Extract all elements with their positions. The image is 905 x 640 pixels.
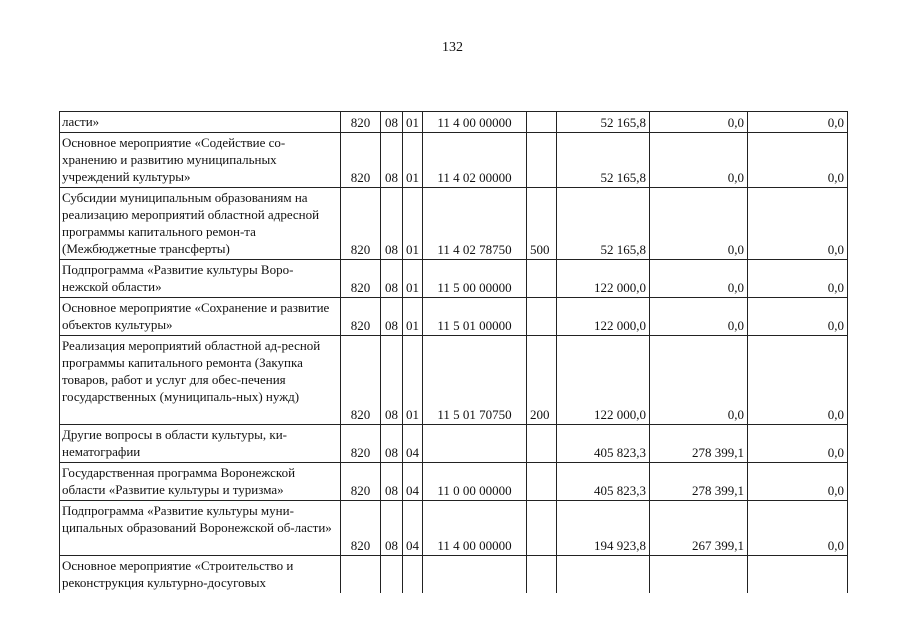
amount-cell-1: 52 165,8	[557, 133, 650, 188]
budget-table	[59, 111, 848, 593]
amount-cell-1: 122 000,0	[557, 260, 650, 298]
amount-cell-3: 0,0	[748, 133, 848, 188]
amount-cell-2	[650, 556, 748, 593]
amount-cell-3: 0,0	[748, 298, 848, 336]
amount-cell-1: 52 165,8	[557, 112, 650, 133]
amount-cell-1: 122 000,0	[557, 298, 650, 336]
table-row	[60, 260, 848, 298]
amount-cell-3	[748, 556, 848, 593]
ministry-code-cell: 820	[341, 112, 381, 133]
expense-type-cell: 200	[527, 336, 557, 425]
section-code-cell: 08	[381, 188, 403, 260]
subsection-code-cell: 01	[403, 133, 423, 188]
ministry-code-cell: 820	[341, 298, 381, 336]
table-row	[60, 188, 848, 260]
budget-table-body	[60, 112, 848, 593]
item-name-cell: Основное мероприятие «Содействие со-хранению и развитию муниципальных учреждений культуры»	[60, 133, 341, 188]
ministry-code-cell: 820	[341, 463, 381, 501]
table-row	[60, 112, 848, 133]
expense-type-cell	[527, 501, 557, 556]
subsection-code-cell: 04	[403, 501, 423, 556]
expense-type-cell: 500	[527, 188, 557, 260]
target-article-cell: 11 4 02 00000	[423, 133, 527, 188]
amount-cell-3: 0,0	[748, 501, 848, 556]
amount-cell-1: 52 165,8	[557, 188, 650, 260]
amount-cell-2: 0,0	[650, 298, 748, 336]
expense-type-cell	[527, 260, 557, 298]
amount-cell-2: 0,0	[650, 260, 748, 298]
subsection-code-cell: 01	[403, 298, 423, 336]
subsection-code-cell: 01	[403, 188, 423, 260]
ministry-code-cell: 820	[341, 336, 381, 425]
section-code-cell	[381, 556, 403, 593]
target-article-cell: 11 5 00 00000	[423, 260, 527, 298]
table-row	[60, 463, 848, 501]
item-name-cell: Основное мероприятие «Строительство и реконструкция культурно-досуговых	[60, 556, 341, 593]
amount-cell-1: 194 923,8	[557, 501, 650, 556]
ministry-code-cell	[341, 556, 381, 593]
amount-cell-2: 0,0	[650, 133, 748, 188]
amount-cell-3: 0,0	[748, 425, 848, 463]
section-code-cell: 08	[381, 425, 403, 463]
subsection-code-cell: 01	[403, 260, 423, 298]
section-code-cell: 08	[381, 463, 403, 501]
section-code-cell: 08	[381, 501, 403, 556]
amount-cell-3: 0,0	[748, 260, 848, 298]
table-row	[60, 133, 848, 188]
ministry-code-cell: 820	[341, 260, 381, 298]
expense-type-cell	[527, 112, 557, 133]
item-name-cell: Реализация мероприятий областной ад-ресной программы капитального ремонта (Закупка товаров, работ и услуг для обес-печения государственных (муниципаль-ных) нужд)	[60, 336, 341, 425]
target-article-cell: 11 5 01 70750	[423, 336, 527, 425]
amount-cell-1: 122 000,0	[557, 336, 650, 425]
target-article-cell: 11 4 02 78750	[423, 188, 527, 260]
section-code-cell: 08	[381, 336, 403, 425]
amount-cell-3: 0,0	[748, 188, 848, 260]
amount-cell-3: 0,0	[748, 336, 848, 425]
amount-cell-3: 0,0	[748, 112, 848, 133]
expense-type-cell	[527, 425, 557, 463]
subsection-code-cell: 01	[403, 336, 423, 425]
expense-type-cell	[527, 463, 557, 501]
amount-cell-1: 405 823,3	[557, 425, 650, 463]
section-code-cell: 08	[381, 298, 403, 336]
subsection-code-cell: 01	[403, 112, 423, 133]
item-name-cell: Государственная программа Воронежской области «Развитие культуры и туризма»	[60, 463, 341, 501]
target-article-cell: 11 4 00 00000	[423, 501, 527, 556]
section-code-cell: 08	[381, 112, 403, 133]
table-row	[60, 556, 848, 593]
amount-cell-2: 278 399,1	[650, 463, 748, 501]
subsection-code-cell: 04	[403, 463, 423, 501]
target-article-cell	[423, 556, 527, 593]
page-number: 132	[442, 40, 463, 55]
table-row	[60, 501, 848, 556]
item-name-cell: Другие вопросы в области культуры, ки-нематографии	[60, 425, 341, 463]
target-article-cell: 11 5 01 00000	[423, 298, 527, 336]
subsection-code-cell	[403, 556, 423, 593]
amount-cell-2: 0,0	[650, 336, 748, 425]
item-name-cell: ласти»	[60, 112, 341, 133]
target-article-cell: 11 4 00 00000	[423, 112, 527, 133]
item-name-cell: Основное мероприятие «Сохранение и развитие объектов культуры»	[60, 298, 341, 336]
table-row	[60, 425, 848, 463]
table-row	[60, 298, 848, 336]
ministry-code-cell: 820	[341, 501, 381, 556]
section-code-cell: 08	[381, 260, 403, 298]
item-name-cell: Субсидии муниципальным образованиям на реализацию мероприятий областной адресной программы капитального ремон-та (Межбюджетные трансферты)	[60, 188, 341, 260]
amount-cell-3: 0,0	[748, 463, 848, 501]
expense-type-cell	[527, 556, 557, 593]
ministry-code-cell: 820	[341, 133, 381, 188]
subsection-code-cell: 04	[403, 425, 423, 463]
target-article-cell	[423, 425, 527, 463]
amount-cell-2: 267 399,1	[650, 501, 748, 556]
item-name-cell: Подпрограмма «Развитие культуры муни-ципальных образований Воронежской об-ласти»	[60, 501, 341, 556]
ministry-code-cell: 820	[341, 425, 381, 463]
expense-type-cell	[527, 298, 557, 336]
expense-type-cell	[527, 133, 557, 188]
amount-cell-1	[557, 556, 650, 593]
section-code-cell: 08	[381, 133, 403, 188]
amount-cell-2: 278 399,1	[650, 425, 748, 463]
ministry-code-cell: 820	[341, 188, 381, 260]
amount-cell-2: 0,0	[650, 112, 748, 133]
item-name-cell: Подпрограмма «Развитие культуры Воро-нежской области»	[60, 260, 341, 298]
amount-cell-2: 0,0	[650, 188, 748, 260]
amount-cell-1: 405 823,3	[557, 463, 650, 501]
target-article-cell: 11 0 00 00000	[423, 463, 527, 501]
table-row	[60, 336, 848, 425]
